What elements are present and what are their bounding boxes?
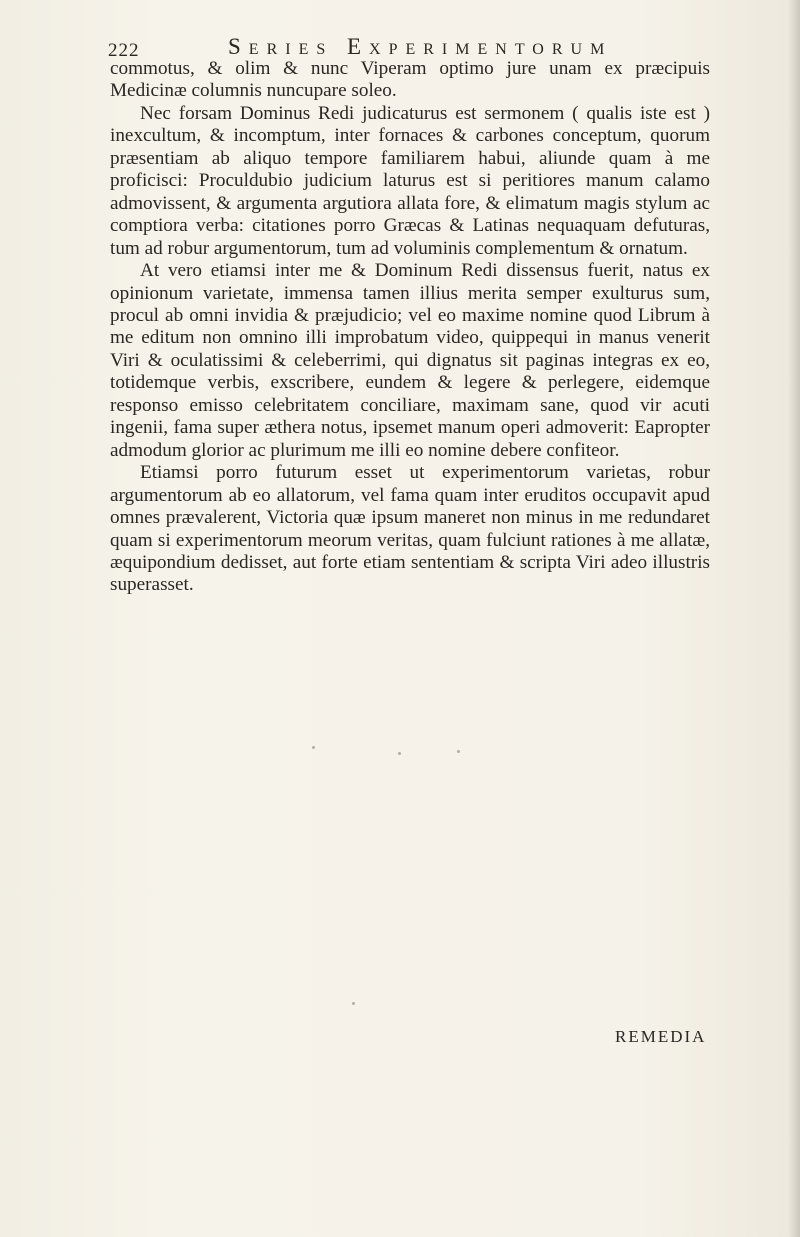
paragraph: Etiamsi porro futurum esset ut experimentorum varietas, robur argumentorum ab eo allatorum, vel fama quam inter eruditos occupavit apud omnes prævalerent, Victoria quæ ipsum maneret non minus in me redundaret quam si experimentorum meorum veritas, quam fulciunt rationes à me allatæ, æquipondium dedisset, aut forte etiam sententiam & scripta Viri adeo illustris superasset.	[110, 462, 710, 596]
paragraph: commotus, & olim & nunc Viperam optimo jure unam ex præcipuis Medicinæ columnis nuncupare soleo.	[110, 58, 710, 102]
ink-speck	[312, 746, 315, 749]
page-number: 222	[108, 40, 140, 61]
catchword: REMEDIA	[615, 1027, 707, 1046]
paragraph: Nec forsam Dominus Redi judicaturus est sermonem ( qualis iste est ) inexcultum, & incomptum, inter fornaces & carbones conceptum, quorum præsentiam ab aliquo tempore familiarem habui, aliunde quam à me proficisci: Proculdubio judicium laturus est si peritiores manum calamo admovissent, & argumenta argutiora allata fore, & elimatum magis stylum ac comptiora verba: citationes porro Græcas & Latinas nequaquam defuturas, tum ad robur argumentorum, tum ad voluminis complementum & ornatum.	[110, 102, 710, 259]
ink-speck	[352, 1002, 355, 1005]
body-text	[110, 58, 710, 597]
ink-speck	[398, 752, 401, 755]
paragraph: At vero etiamsi inter me & Dominum Redi dissensus fuerit, natus ex opinionum varietate, immensa tamen illius merita semper exulturus sum, procul ab omni invidia & præjudicio; vel eo maxime nomine quod Librum à me editum non omnino illi improbatum video, quippequi in manus venerit Viri & oculatissimi & celeberrimi, qui dignatus sit paginas integras ex eo, totidemque verbis, exscribere, eundem & legere & perlegere, eidemque responso emisso celebritatem conciliare, maximam sane, quod vir acuti ingenii, fama super æthera notus, ipsemet manum operi admoverit: Eapropter admodum glorior ac plurimum me illi eo nomine debere confiteor.	[110, 260, 710, 461]
page-edge-shadow	[788, 0, 800, 1237]
running-title: Series Experimentorum	[228, 34, 613, 59]
ink-speck	[457, 750, 460, 753]
